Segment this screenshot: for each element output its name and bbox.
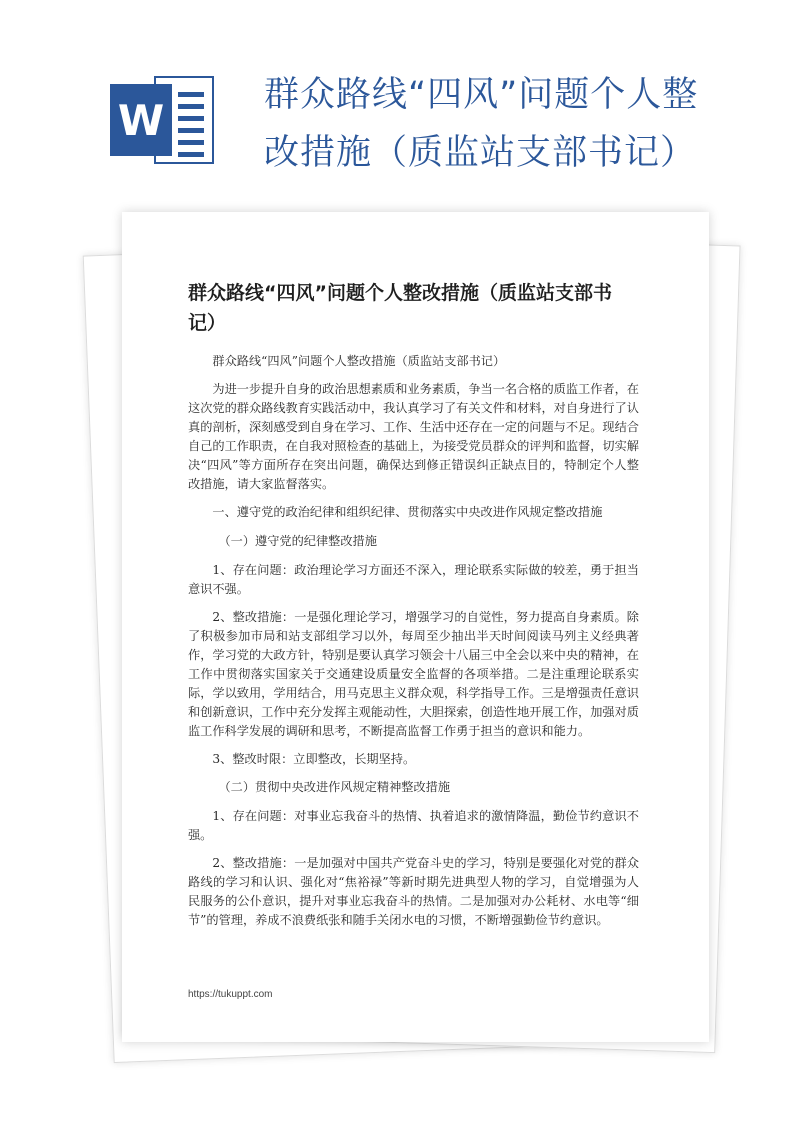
word-document-icon xyxy=(110,70,216,170)
cover-title-line1: 群众路线“四风”问题个人整 xyxy=(264,75,699,115)
cover-title-line2: 改措施（质监站支部书记） xyxy=(264,133,697,173)
cover-title xyxy=(264,66,784,182)
sub1-item1: 1、存在问题：政治理论学习方面还不深入，理论联系实际做的较差，勇于担当意识不强。 xyxy=(188,563,639,596)
document-page xyxy=(122,212,709,1042)
sub2-heading: （二）贯彻中央改进作风规定精神整改措施 xyxy=(218,780,451,794)
word-w-badge: W xyxy=(110,84,172,156)
sub1-item3: 3、整改时限：立即整改，长期坚持。 xyxy=(212,752,416,766)
intro-paragraph: 为进一步提升自身的政治思想素质和业务素质，争当一名合格的质监工作者，在这次党的群众路线教育实践活动中，我认真学习了有关文件和材料，对自身进行了认真的剖析，深刻感受到自身在学习、工作、生活中还存在一定的问题与不足。现结合自己的工作职责，在自我对照检查的基础上，为接受党员群众的评判和监督，切实解决“四风”等方面所存在突出问题，确保达到修正错误纠正缺点目的，特制定个人整改措施，请大家监督落实。 xyxy=(188,382,639,491)
footer-url[interactable]: https://tukuppt.com xyxy=(188,989,273,1000)
sub1-item2: 2、整改措施：一是强化理论学习，增强学习的自觉性，努力提高自身素质。除了积极参加市局和站支部组学习以外，每周至少抽出半天时间阅读马列主义经典著作，学习党的大政方针，特别是要认真学习领会十八届三中全会以来中央的精神，在工作中贯彻落实国家关于交通建设质量安全监督的各项举措。二是注重理论联系实际，学以致用，学用结合，用马克思主义群众观，科学指导工作。三是增强责任意识和创新意识，工作中充分发挥主观能动性，大胆探索，创造性地开展工作，加强对质监工作科学发展的调研和思考，不断提高监督工作勇于担当的意识和能力。 xyxy=(188,610,639,738)
sub2-item2: 2、整改措施：一是加强对中国共产党奋斗史的学习，特别是要强化对党的群众路线的学习和认识、强化对“焦裕禄”等新时期先进典型人物的学习，自觉增强为人民服务的公仆意识，提升对事业忘我奋斗的热情。二是加强对办公耗材、水电等“细节”的管理，养成不浪费纸张和随手关闭水电的习惯，不断增强勤俭节约意识。 xyxy=(188,856,639,927)
sub1-heading: （一）遵守党的纪律整改措施 xyxy=(218,534,377,548)
document-title: 群众路线“四风”问题个人整改措施（质监站支部书 记） xyxy=(188,282,612,334)
sub2-item1: 1、存在问题：对事业忘我奋斗的热情、执着追求的激情降温，勤俭节约意识不强。 xyxy=(188,809,639,842)
document-subtitle: 群众路线“四风”问题个人整改措施（质监站支部书记） xyxy=(212,354,506,368)
section1-heading: 一、遵守党的政治纪律和组织纪律、贯彻落实中央改进作风规定整改措施 xyxy=(212,505,603,519)
